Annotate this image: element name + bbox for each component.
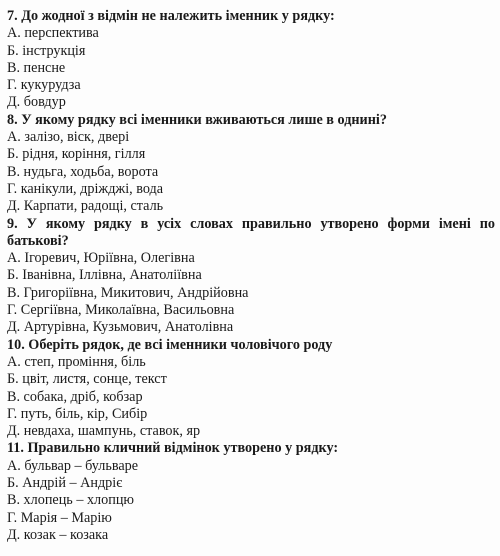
- question-10-option-b: Б. цвіт, листя, сонце, текст: [7, 371, 167, 388]
- question-8-option-c: В. нудьга, ходьба, ворота: [7, 163, 159, 180]
- question-11-option-e: Д. козак – козака: [7, 526, 109, 543]
- quiz-content: [7, 8, 497, 544]
- question-11-option-a: А. бульвар – бульваре: [7, 457, 139, 474]
- question-7-title: 7. До жодної з відмін не належить іменник у рядку:: [7, 8, 335, 24]
- question-10-title: 10. Оберіть рядок, де всі іменники чоловічого роду: [7, 336, 333, 353]
- question-9-option-e: Д. Артурівна, Кузьмович, Анатолівна: [7, 319, 234, 336]
- question-8-title: 8. У якому рядку всі іменники вживаються лише в однині?: [7, 111, 387, 128]
- question-8-option-e: Д. Карпати, радощі, сталь: [7, 198, 164, 215]
- question-8-option-a: А. залізо, віск, двері: [7, 129, 130, 146]
- question-7-option-d: Г. кукурудза: [7, 77, 81, 94]
- question-11-title: 11. Правильно кличний відмінок утворено у рядку:: [7, 440, 339, 457]
- question-10-option-c: В. собака, дріб, кобзар: [7, 388, 143, 405]
- question-9-option-b: Б. Іванівна, Іллівна, Анатоліївна: [7, 267, 202, 284]
- question-10-option-e: Д. невдаха, шампунь, ставок, яр: [7, 423, 201, 440]
- question-9-option-c: В. Григоріївна, Микитович, Андрійовна: [7, 284, 249, 301]
- question-7-option-b: Б. інструкція: [7, 42, 86, 59]
- question-10-option-d: Г. путь, біль, кір, Сибір: [7, 405, 148, 422]
- question-9-title: 9. У якому рядку в усіх словах правильно утворено форми імені по батькові?: [7, 215, 495, 249]
- question-8-option-b: Б. рідня, коріння, гілля: [7, 146, 146, 163]
- question-9-option-a: А. Ігоревич, Юріївна, Олегівна: [7, 250, 195, 267]
- question-11-option-b: Б. Андрій – Андріє: [7, 475, 123, 492]
- question-11-option-d: Г. Марія – Марію: [7, 509, 112, 526]
- question-8-option-d: Г. канікули, дріжджі, вода: [7, 180, 164, 197]
- question-9-option-d: Г. Сергіївна, Миколаївна, Васильовна: [7, 302, 235, 319]
- question-7-option-e: Д. бовдур: [7, 94, 66, 111]
- question-10-option-a: А. степ, проміння, біль: [7, 353, 146, 370]
- question-7-option-a: А. перспектива: [7, 25, 99, 42]
- question-11-option-c: В. хлопець – хлопцю: [7, 492, 135, 509]
- question-7-option-c: В. пенсне: [7, 59, 66, 76]
